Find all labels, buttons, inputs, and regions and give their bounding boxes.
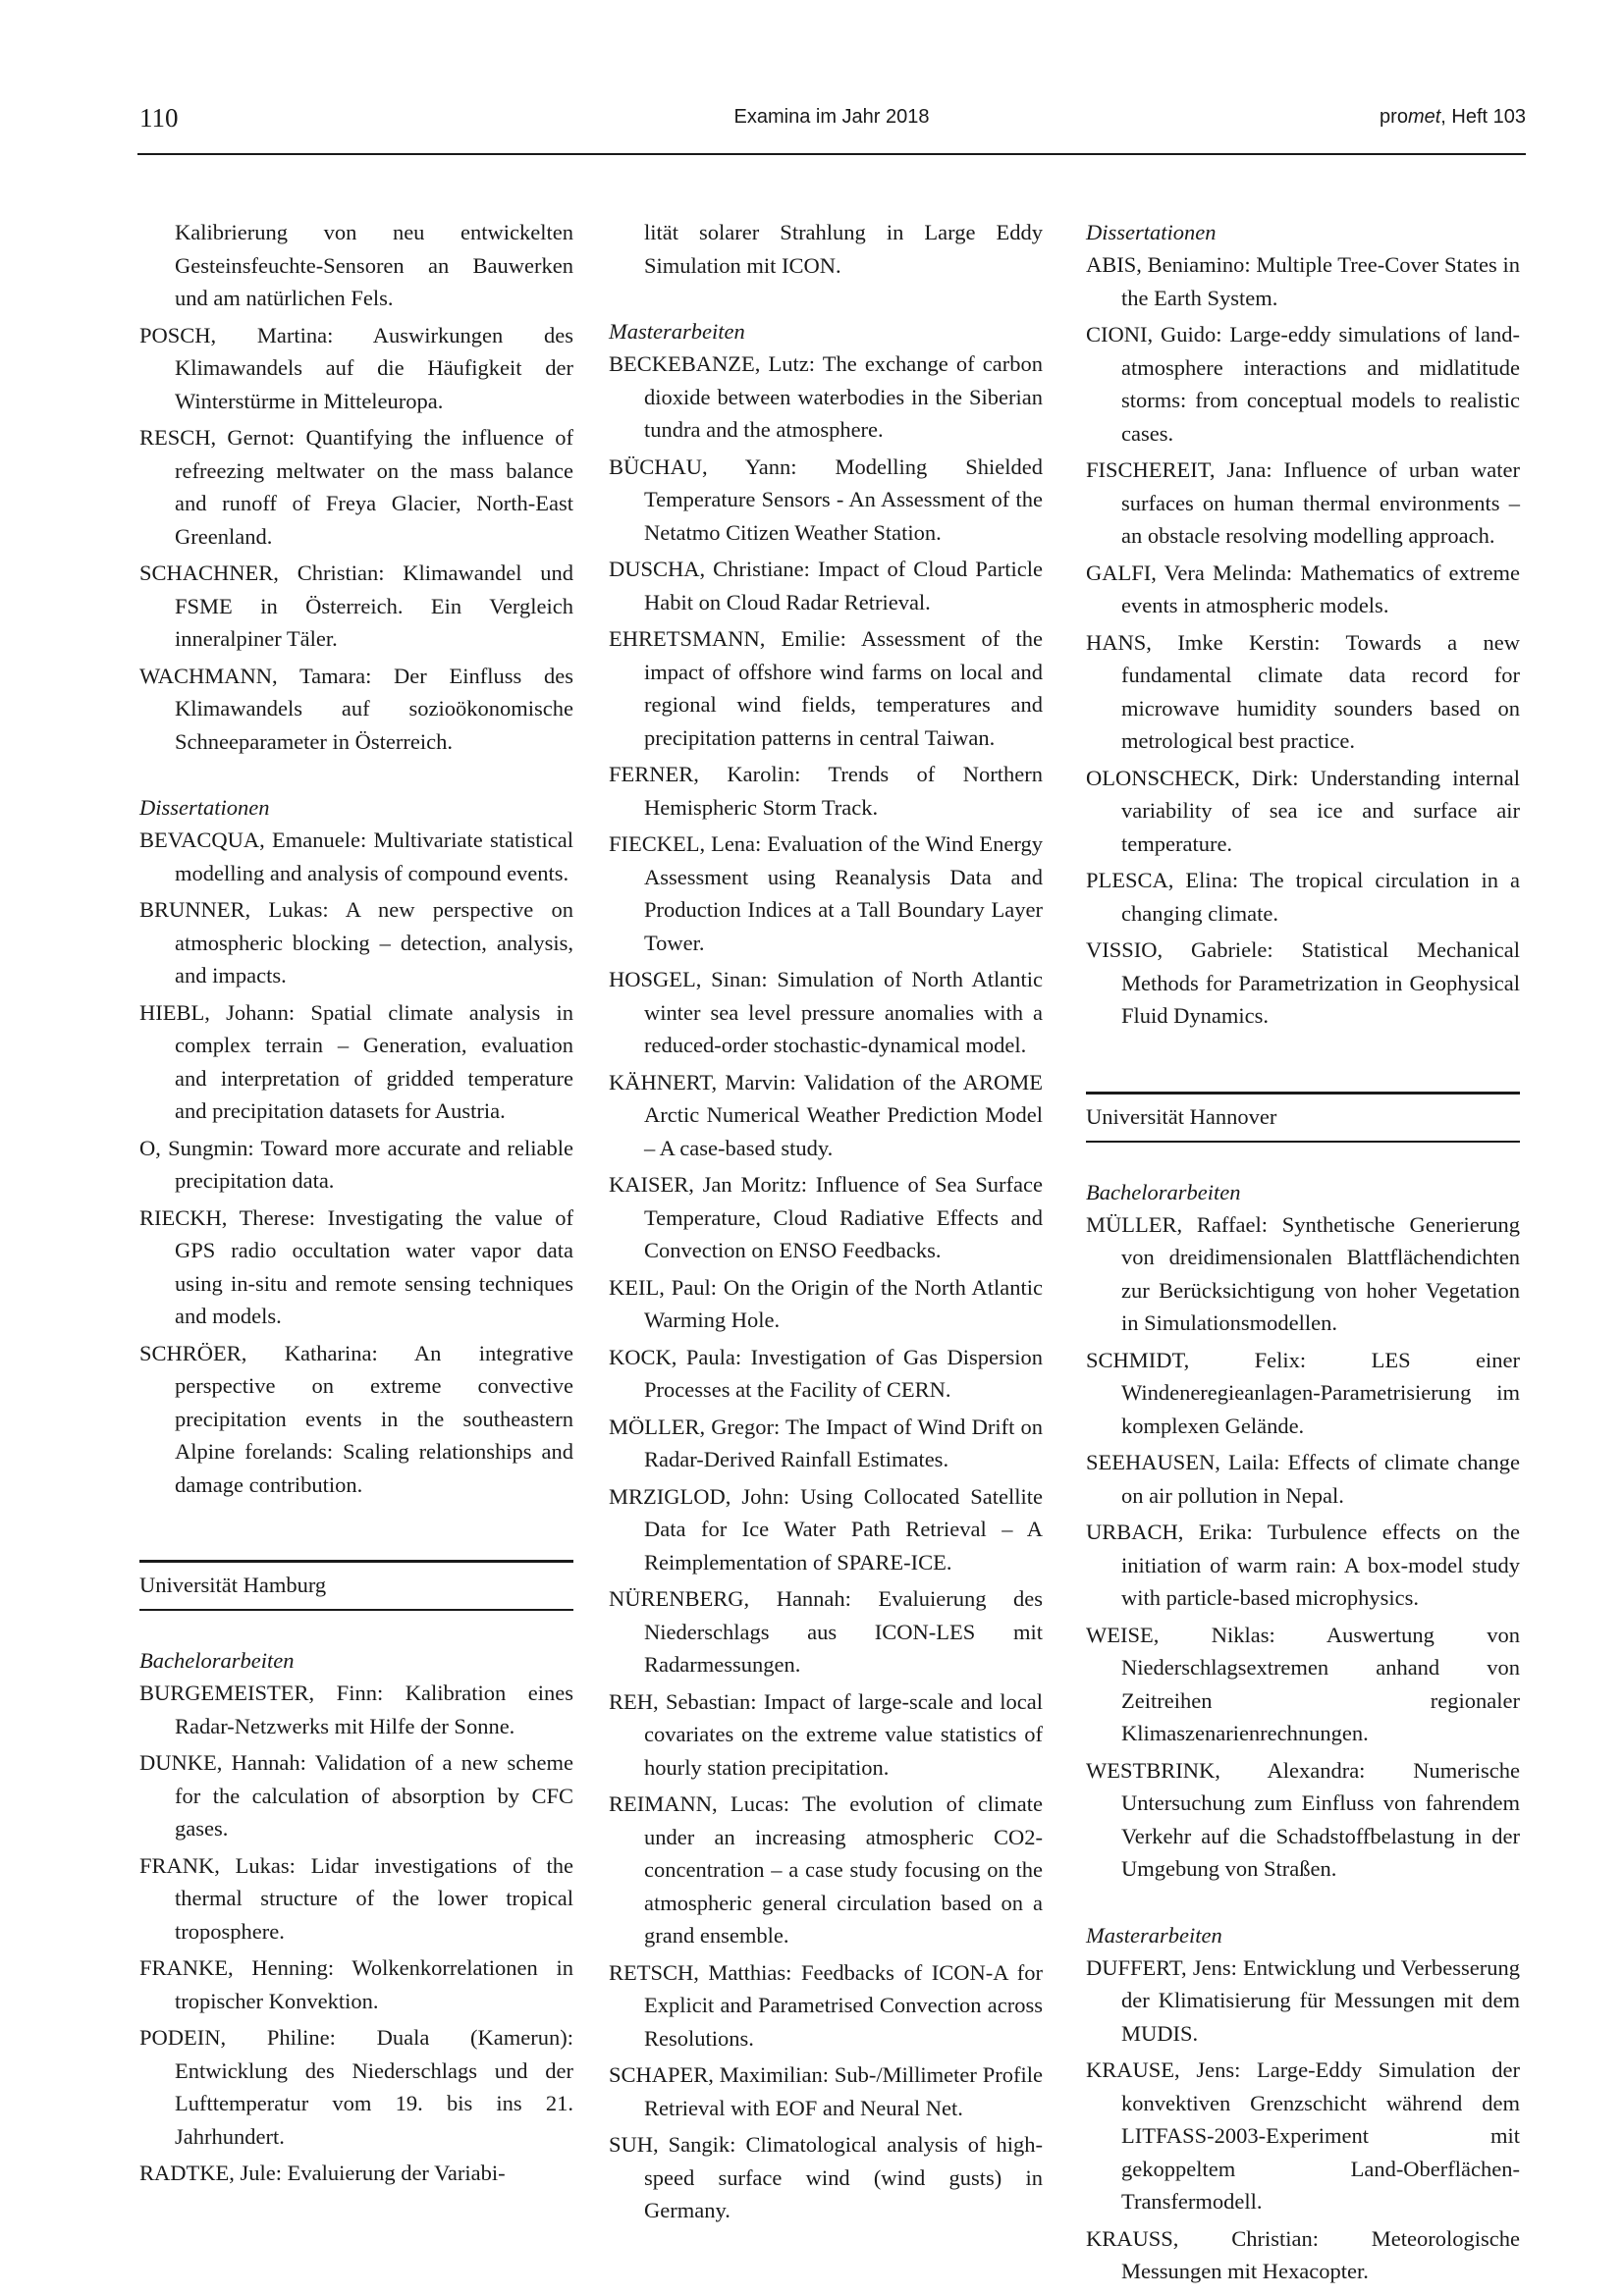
thesis-section bbox=[139, 1644, 573, 2190]
running-title: Examina im Jahr 2018 bbox=[733, 106, 930, 128]
category-heading: Bachelorarbeiten bbox=[1086, 1179, 1241, 1204]
journal-name-met: met bbox=[1407, 106, 1441, 128]
page-number: 110 bbox=[139, 103, 179, 133]
thesis-section bbox=[609, 315, 1043, 2227]
thesis-entry: DUFFERT, Jens: Entwicklung und Verbesserung der Klimatisierung für Messungen mit dem MUDIS. bbox=[1086, 1954, 1520, 2046]
thesis-entry: MRZIGLOD, John: Using Collocated Satellite Data for Ice Water Path Retrieval – A Reimplementation of SPARE-ICE. bbox=[609, 1483, 1043, 1575]
thesis-entry: BECKEBANZE, Lutz: The exchange of carbon dioxide between waterbodies in the Siberian tundra and the atmosphere. bbox=[609, 351, 1043, 442]
category-heading: Bachelorarbeiten bbox=[139, 1648, 295, 1673]
thesis-entry: WACHMANN, Tamara: Der Einfluss des Klimawandels auf sozioökonomische Schneeparameter in Österreich. bbox=[139, 663, 573, 754]
thesis-entry: CIONI, Guido: Large-eddy simulations of land-atmosphere interactions and midlatitude storms: from conceptual models to realistic cases. bbox=[1086, 322, 1520, 446]
thesis-entry: PLESCA, Elina: The tropical circulation in a changing climate. bbox=[1086, 868, 1520, 926]
thesis-entry: SCHMIDT, Felix: LES einer Windeneregieanlagen-Parametrisierung im komplexen Gelände. bbox=[1086, 1347, 1520, 1438]
thesis-entry: KRAUSS, Christian: Meteorologische Messungen mit Hexacopter. bbox=[1086, 2225, 1520, 2283]
thesis-entry: Kalibrierung von neu entwickelten Gesteinsfeuchte-Sensoren an Bauwerken und am natürlichen Fels. bbox=[175, 220, 573, 310]
thesis-entry: REH, Sebastian: Impact of large-scale and local covariates on the extreme value statistics of hourly station precipitation. bbox=[609, 1688, 1043, 1780]
thesis-section bbox=[1086, 1919, 1520, 2288]
thesis-entry: OLONSCHECK, Dirk: Understanding internal variability of sea ice and surface air temperature. bbox=[1086, 765, 1520, 856]
journal-name-pro: pro bbox=[1380, 106, 1408, 128]
thesis-entry: EHRETSMANN, Emilie: Assessment of the impact of offshore wind farms on local and regional wind fields, temperatures and precipitation patterns in central Taiwan. bbox=[609, 626, 1043, 750]
thesis-entry: HANS, Imke Kerstin: Towards a new fundamental climate data record for microwave humidity sounders based on metrological best practice. bbox=[1086, 629, 1520, 753]
category-heading: Dissertationen bbox=[1086, 220, 1217, 244]
thesis-entry: FIECKEL, Lena: Evaluation of the Wind Energy Assessment using Reanalysis Data and Production Indices at a Tall Boundary Layer Tower. bbox=[609, 831, 1043, 955]
university-heading: Universität Hannover bbox=[1086, 1092, 1520, 1143]
thesis-entry: BÜCHAU, Yann: Modelling Shielded Temperature Sensors - An Assessment of the Netatmo Citizen Weather Station. bbox=[609, 454, 1043, 545]
thesis-entry: KÄHNERT, Marvin: Validation of the AROME Arctic Numerical Weather Prediction Model – A case-based study. bbox=[609, 1069, 1043, 1160]
thesis-entry: DUSCHA, Christiane: Impact of Cloud Particle Habit on Cloud Radar Retrieval. bbox=[609, 557, 1043, 614]
thesis-entry: FRANKE, Henning: Wolkenkorrelationen in tropischer Konvektion. bbox=[139, 1955, 573, 2013]
thesis-entry: SEEHAUSEN, Laila: Effects of climate change on air pollution in Nepal. bbox=[1086, 1450, 1520, 1508]
thesis-entry: FISCHEREIT, Jana: Influence of urban water surfaces on human thermal environments – an obstacle resolving modelling approach. bbox=[1086, 457, 1520, 548]
journal-issue: , Heft 103 bbox=[1440, 106, 1526, 128]
thesis-entry: WEISE, Niklas: Auswertung von Niederschlagsextremen anhand von Zeitreihen regionaler Klimaszenarienrechnungen. bbox=[1086, 1622, 1520, 1745]
thesis-entry: KRAUSE, Jens: Large-Eddy Simulation der konvektiven Grenzschicht während dem LITFASS-2003-Experiment mit gekoppeltem Land-Oberflächen-Transfermodell. bbox=[1086, 2057, 1520, 2214]
university-heading: Universität Hamburg bbox=[139, 1560, 573, 1611]
thesis-entry: KOCK, Paula: Investigation of Gas Dispersion Processes at the Facility of CERN. bbox=[609, 1344, 1043, 1402]
text-column-1 bbox=[139, 216, 573, 2194]
thesis-section bbox=[139, 216, 573, 758]
category-heading: Masterarbeiten bbox=[609, 319, 745, 344]
thesis-entry: SCHRÖER, Katharina: An integrative perspective on extreme convective precipitation events in the southeastern Alpine forelands: Scaling relationships and damage contribution. bbox=[139, 1340, 573, 1497]
thesis-entry: ABIS, Beniamino: Multiple Tree-Cover States in the Earth System. bbox=[1086, 252, 1520, 310]
thesis-entry: PODEIN, Philine: Duala (Kamerun): Entwicklung des Niederschlags und der Lufttemperatur vom 19. bis ins 21. Jahrhundert. bbox=[139, 2025, 573, 2149]
thesis-section bbox=[609, 216, 1043, 282]
thesis-entry: KEIL, Paul: On the Origin of the North Atlantic Warming Hole. bbox=[609, 1274, 1043, 1332]
thesis-entry: HOSGEL, Sinan: Simulation of North Atlantic winter sea level pressure anomalies with a reduced-order stochastic-dynamical model. bbox=[609, 967, 1043, 1057]
thesis-entry: SCHAPER, Maximilian: Sub-/Millimeter Profile Retrieval with EOF and Neural Net. bbox=[609, 2062, 1043, 2120]
thesis-entry: HIEBL, Johann: Spatial climate analysis in complex terrain – Generation, evaluation and interpretation of gridded temperature and precipitation datasets for Austria. bbox=[139, 999, 573, 1123]
thesis-entry: BURGEMEISTER, Finn: Kalibration eines Radar-Netzwerks mit Hilfe der Sonne. bbox=[139, 1681, 573, 1738]
thesis-entry: KAISER, Jan Moritz: Influence of Sea Surface Temperature, Cloud Radiative Effects and Convection on ENSO Feedbacks. bbox=[609, 1172, 1043, 1262]
thesis-entry: FERNER, Karolin: Trends of Northern Hemispheric Storm Track. bbox=[609, 762, 1043, 820]
thesis-entry: O, Sungmin: Toward more accurate and reliable precipitation data. bbox=[139, 1135, 573, 1193]
journal-reference bbox=[1380, 102, 1526, 132]
text-column-3 bbox=[1086, 216, 1520, 2292]
thesis-entry: WESTBRINK, Alexandra: Numerische Untersuchung zum Einfluss von fahrendem Verkehr auf die Schadstoffbelastung in der Umgebung von Straßen. bbox=[1086, 1757, 1520, 1881]
thesis-entry: VISSIO, Gabriele: Statistical Mechanical Methods for Parametrization in Geophysical Fluid Dynamics. bbox=[1086, 937, 1520, 1028]
thesis-entry: BRUNNER, Lukas: A new perspective on atmospheric blocking – detection, analysis, and impacts. bbox=[139, 897, 573, 988]
thesis-entry: SCHACHNER, Christian: Klimawandel und FSME in Österreich. Ein Vergleich inneralpiner Täler. bbox=[139, 561, 573, 651]
thesis-entry: SUH, Sangik: Climatological analysis of high-speed surface wind (wind gusts) in Germany. bbox=[609, 2132, 1043, 2222]
thesis-entry: MÜLLER, Raffael: Synthetische Generierung von dreidimensionalen Blattflächendichten zur Berücksichtigung von hoher Vegetation in Simulationsmodellen. bbox=[1086, 1211, 1520, 1335]
thesis-entry: FRANK, Lukas: Lidar investigations of the thermal structure of the lower tropical troposphere. bbox=[139, 1852, 573, 1944]
thesis-entry: lität solarer Strahlung in Large Eddy Simulation mit ICON. bbox=[644, 220, 1043, 278]
thesis-entry: RETSCH, Matthias: Feedbacks of ICON-A for Explicit and Parametrised Convection across Resolutions. bbox=[609, 1959, 1043, 2051]
thesis-section bbox=[139, 791, 573, 1501]
thesis-entry: RIECKH, Therese: Investigating the value of GPS radio occultation water vapor data using in-situ and remote sensing techniques and models. bbox=[139, 1204, 573, 1328]
thesis-entry: DUNKE, Hannah: Validation of a new scheme for the calculation of absorption by CFC gases. bbox=[139, 1750, 573, 1841]
text-column-2 bbox=[609, 216, 1043, 2231]
thesis-entry: URBACH, Erika: Turbulence effects on the initiation of warm rain: A box-model study with particle-based microphysics. bbox=[1086, 1520, 1520, 1610]
category-heading: Masterarbeiten bbox=[1086, 1922, 1222, 1948]
thesis-section bbox=[1086, 216, 1520, 1033]
thesis-entry: REIMANN, Lucas: The evolution of climate under an increasing atmospheric CO2-concentration – a case study focusing on the atmospheric general circulation based on a grand ensemble. bbox=[609, 1791, 1043, 1948]
thesis-section bbox=[1086, 1176, 1520, 1886]
thesis-entry: RESCH, Gernot: Quantifying the influence of refreezing meltwater on the mass balance and runoff of Freya Glacier, North-East Greenland. bbox=[139, 425, 573, 549]
thesis-entry: POSCH, Martina: Auswirkungen des Klimawandels auf die Häufigkeit der Winterstürme in Mitteleuropa. bbox=[139, 322, 573, 413]
thesis-entry: BEVACQUA, Emanuele: Multivariate statistical modelling and analysis of compound events. bbox=[139, 828, 573, 885]
thesis-entry: GALFI, Vera Melinda: Mathematics of extreme events in atmospheric models. bbox=[1086, 560, 1520, 617]
thesis-entry: MÖLLER, Gregor: The Impact of Wind Drift on Radar-Derived Rainfall Estimates. bbox=[609, 1414, 1043, 1471]
page-header bbox=[137, 98, 1526, 155]
thesis-entry: NÜRENBERG, Hannah: Evaluierung des Niederschlags aus ICON-LES mit Radarmessungen. bbox=[609, 1586, 1043, 1677]
category-heading: Dissertationen bbox=[139, 795, 270, 820]
thesis-entry: RADTKE, Jule: Evaluierung der Variabi- bbox=[139, 2161, 506, 2185]
